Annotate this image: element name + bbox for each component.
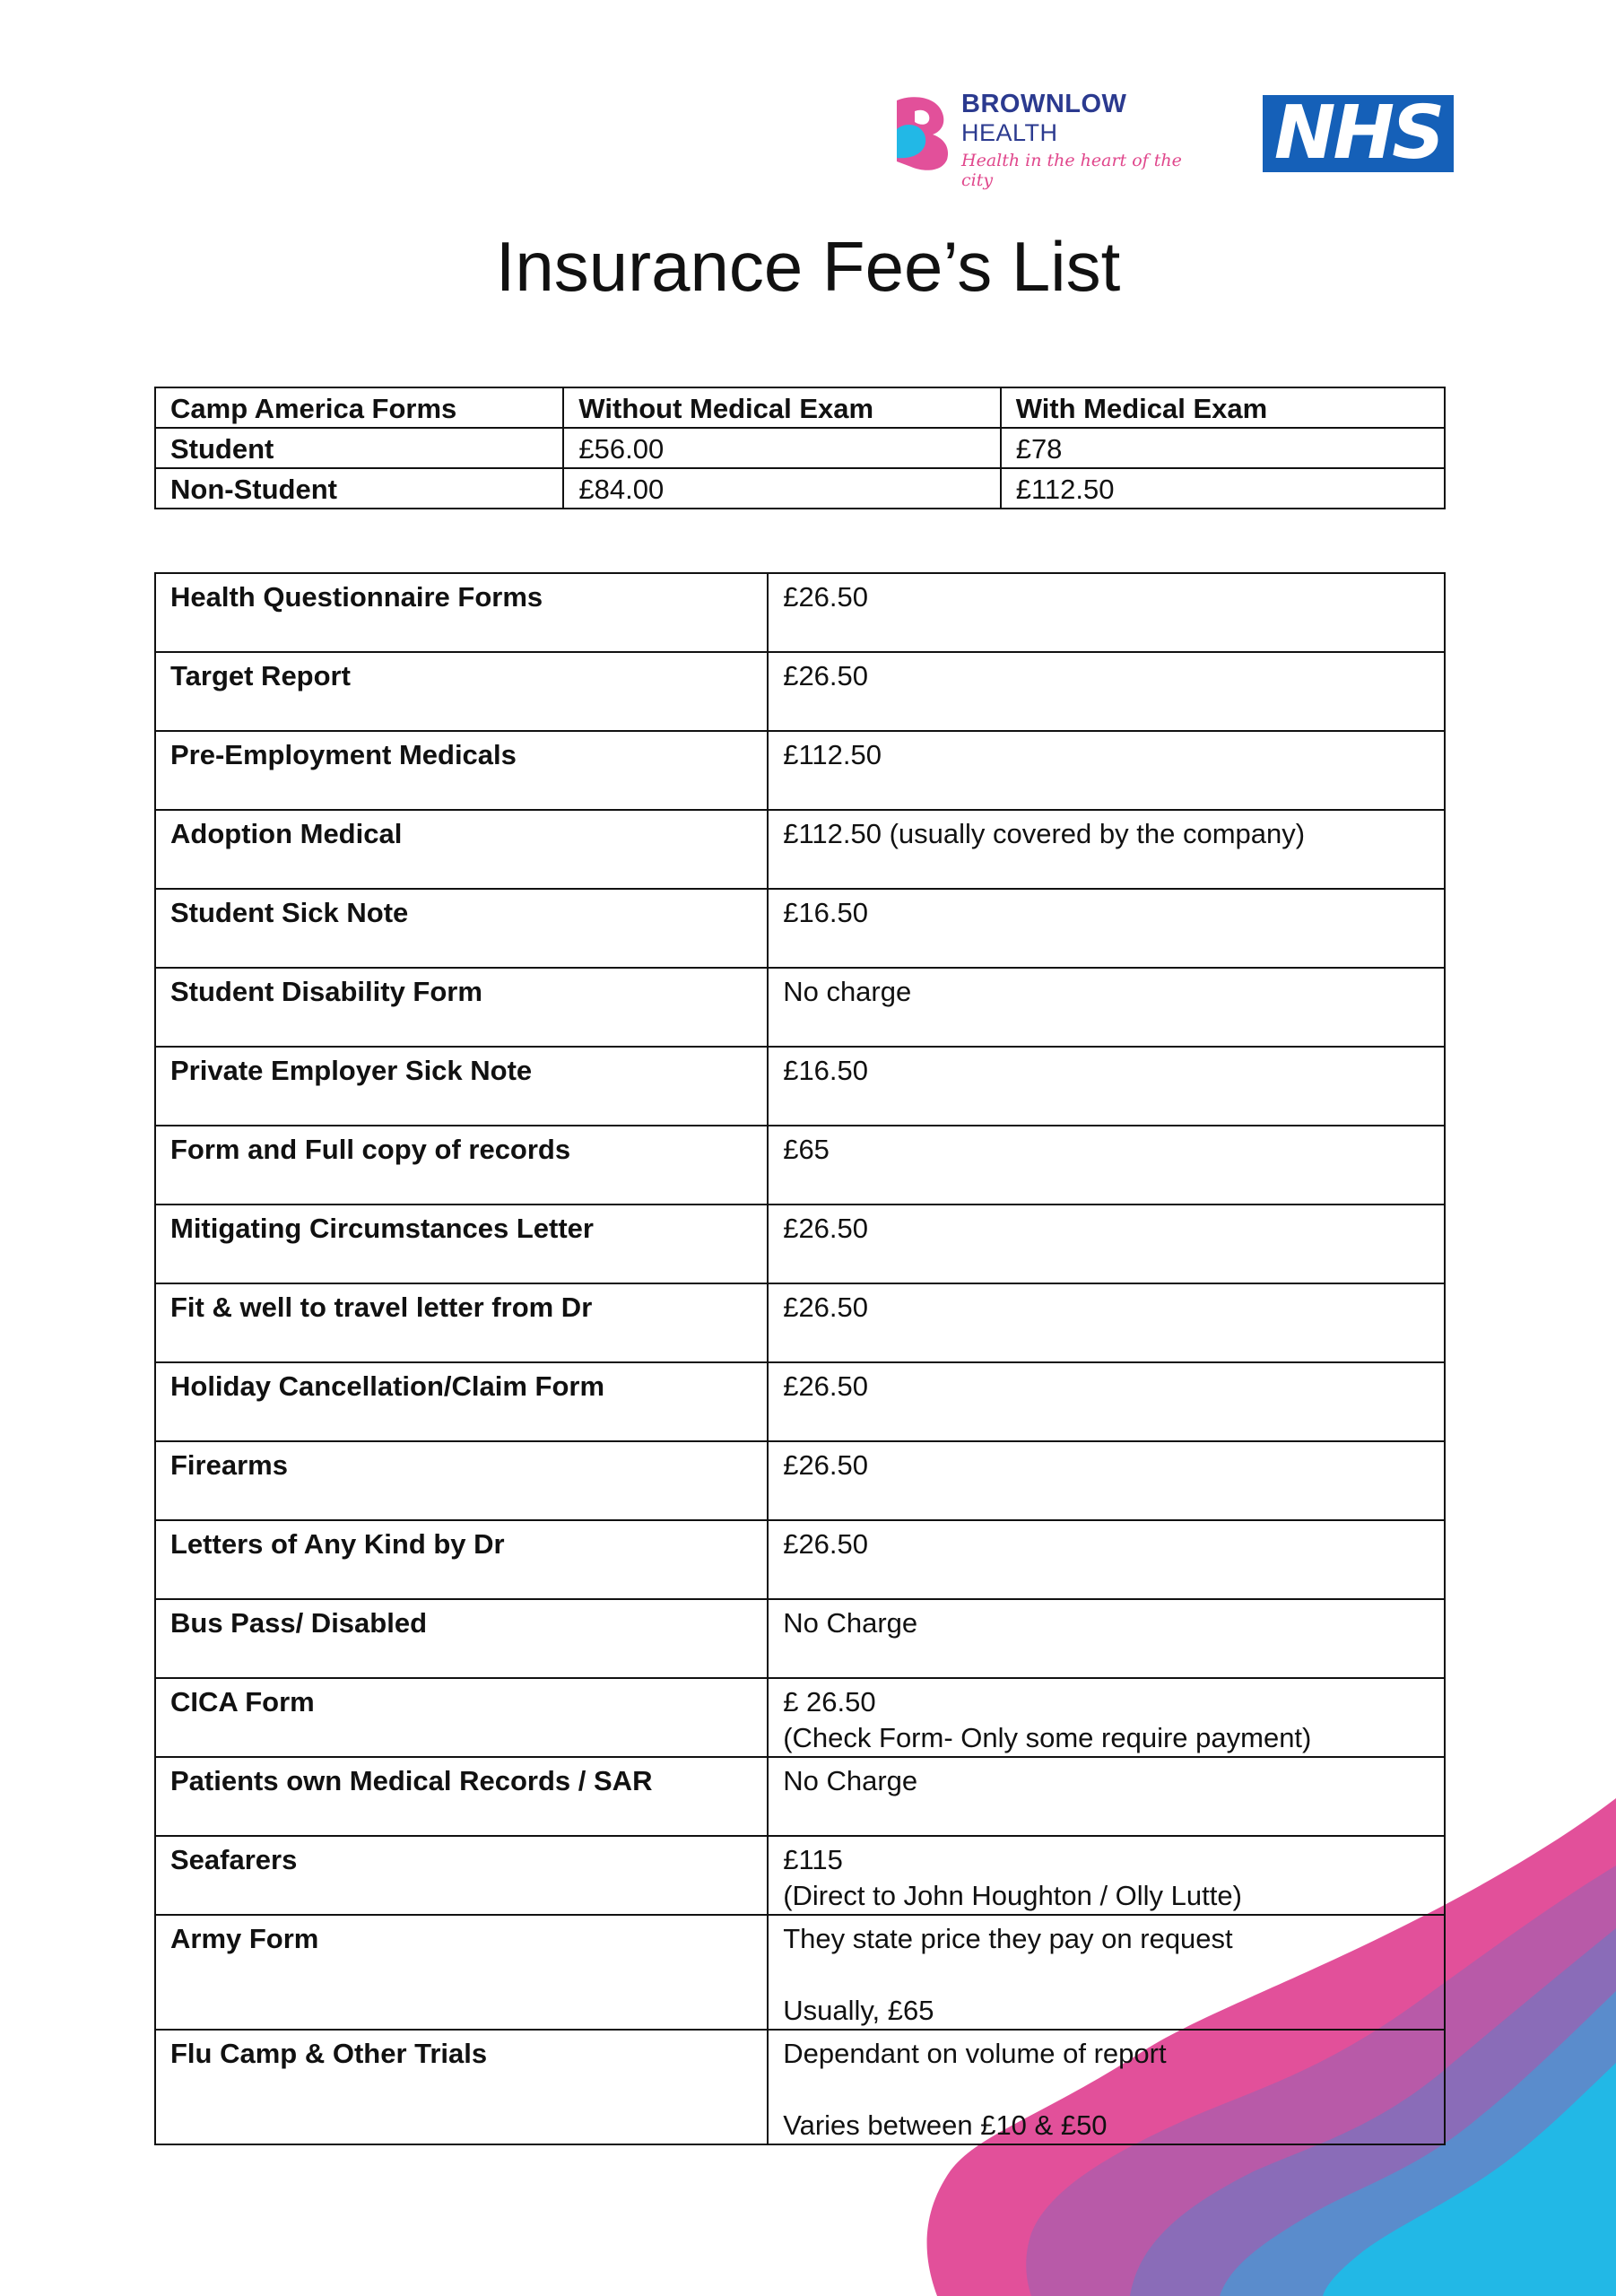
fee-label: Target Report xyxy=(155,652,768,731)
fee-value: £26.50 xyxy=(768,1205,1445,1283)
fee-value-line: £ 26.50 xyxy=(783,1686,876,1718)
row-value: £112.50 xyxy=(1001,468,1445,509)
brand-name: BROWNLOW xyxy=(961,90,1127,118)
table-row xyxy=(155,1126,1445,1205)
brownlow-health-logo xyxy=(888,90,1193,188)
brand-tagline: Health in the heart of the city xyxy=(961,151,1182,190)
fee-value: £112.50 (usually covered by the company) xyxy=(768,810,1445,889)
fee-value xyxy=(768,2030,1445,2144)
fees-table xyxy=(154,572,1446,2145)
spacer xyxy=(783,2072,1429,2108)
fee-label: Holiday Cancellation/Claim Form xyxy=(155,1362,768,1441)
fee-value: No Charge xyxy=(768,1757,1445,1836)
table-row xyxy=(155,2030,1445,2144)
fee-label: Bus Pass/ Disabled xyxy=(155,1599,768,1678)
row-label: Non-Student xyxy=(155,468,563,509)
camp-america-table xyxy=(154,387,1446,509)
fee-label: Letters of Any Kind by Dr xyxy=(155,1520,768,1599)
fee-label: CICA Form xyxy=(155,1678,768,1757)
fee-value-line: £115 xyxy=(783,1844,843,1875)
table-row xyxy=(155,1362,1445,1441)
fee-label: Health Questionnaire Forms xyxy=(155,573,768,652)
fee-value xyxy=(768,1915,1445,2030)
fee-label: Flu Camp & Other Trials xyxy=(155,2030,768,2144)
table-row xyxy=(155,573,1445,652)
fee-value: £112.50 xyxy=(768,731,1445,810)
table-row xyxy=(155,1836,1445,1915)
header-cell: Camp America Forms xyxy=(155,387,563,428)
fee-label: Mitigating Circumstances Letter xyxy=(155,1205,768,1283)
header-cell: Without Medical Exam xyxy=(563,387,1000,428)
table-row xyxy=(155,810,1445,889)
fee-label: Seafarers xyxy=(155,1836,768,1915)
fee-label: Fit & well to travel letter from Dr xyxy=(155,1283,768,1362)
fee-value: £26.50 xyxy=(768,1441,1445,1520)
table-row xyxy=(155,1915,1445,2030)
fee-value: £65 xyxy=(768,1126,1445,1205)
header-cell: With Medical Exam xyxy=(1001,387,1445,428)
row-value: £78 xyxy=(1001,428,1445,468)
table-row xyxy=(155,1283,1445,1362)
fee-label: Adoption Medical xyxy=(155,810,768,889)
fee-label: Private Employer Sick Note xyxy=(155,1047,768,1126)
table-row xyxy=(155,1520,1445,1599)
table-row xyxy=(155,1678,1445,1757)
fee-value-line: They state price they pay on request xyxy=(783,1923,1233,1954)
fee-value xyxy=(768,1678,1445,1757)
row-value: £84.00 xyxy=(563,468,1000,509)
table-row xyxy=(155,428,1445,468)
fee-label: Firearms xyxy=(155,1441,768,1520)
fee-value: £26.50 xyxy=(768,573,1445,652)
fee-value-note: Usually, £65 xyxy=(783,1995,934,2026)
fee-value: £26.50 xyxy=(768,1520,1445,1599)
table-row xyxy=(155,731,1445,810)
fee-value-note: (Check Form- Only some require payment) xyxy=(783,1722,1312,1753)
fee-label: Form and Full copy of records xyxy=(155,1126,768,1205)
table-row xyxy=(155,468,1445,509)
table-row xyxy=(155,1757,1445,1836)
fee-value-note: (Direct to John Houghton / Olly Lutte) xyxy=(783,1880,1242,1911)
table-row xyxy=(155,889,1445,968)
table-row xyxy=(155,1441,1445,1520)
table-row xyxy=(155,652,1445,731)
fee-label: Patients own Medical Records / SAR xyxy=(155,1757,768,1836)
row-value: £56.00 xyxy=(563,428,1000,468)
fee-label: Pre-Employment Medicals xyxy=(155,731,768,810)
brownlow-heart-logo-icon xyxy=(888,93,954,172)
fee-value: £26.50 xyxy=(768,1362,1445,1441)
fee-label: Student Sick Note xyxy=(155,889,768,968)
table-row xyxy=(155,1205,1445,1283)
fee-value: £16.50 xyxy=(768,1047,1445,1126)
fee-value: £26.50 xyxy=(768,1283,1445,1362)
row-label: Student xyxy=(155,428,563,468)
brand-sub: HEALTH xyxy=(961,119,1058,146)
fee-label: Student Disability Form xyxy=(155,968,768,1047)
fee-value: No charge xyxy=(768,968,1445,1047)
fee-value: £16.50 xyxy=(768,889,1445,968)
page-title: Insurance Fee’s List xyxy=(495,227,1121,306)
table-header-row xyxy=(155,387,1445,428)
table-row xyxy=(155,1599,1445,1678)
fee-value xyxy=(768,1836,1445,1915)
fee-label: Army Form xyxy=(155,1915,768,2030)
fee-value-line: Dependant on volume of report xyxy=(783,2038,1167,2069)
fee-value: £26.50 xyxy=(768,652,1445,731)
table-row xyxy=(155,968,1445,1047)
fee-value-note: Varies between £10 & £50 xyxy=(783,2109,1108,2141)
table-row xyxy=(155,1047,1445,1126)
nhs-logo: NHS xyxy=(1263,95,1454,172)
fee-value: No Charge xyxy=(768,1599,1445,1678)
spacer xyxy=(783,1957,1429,1993)
